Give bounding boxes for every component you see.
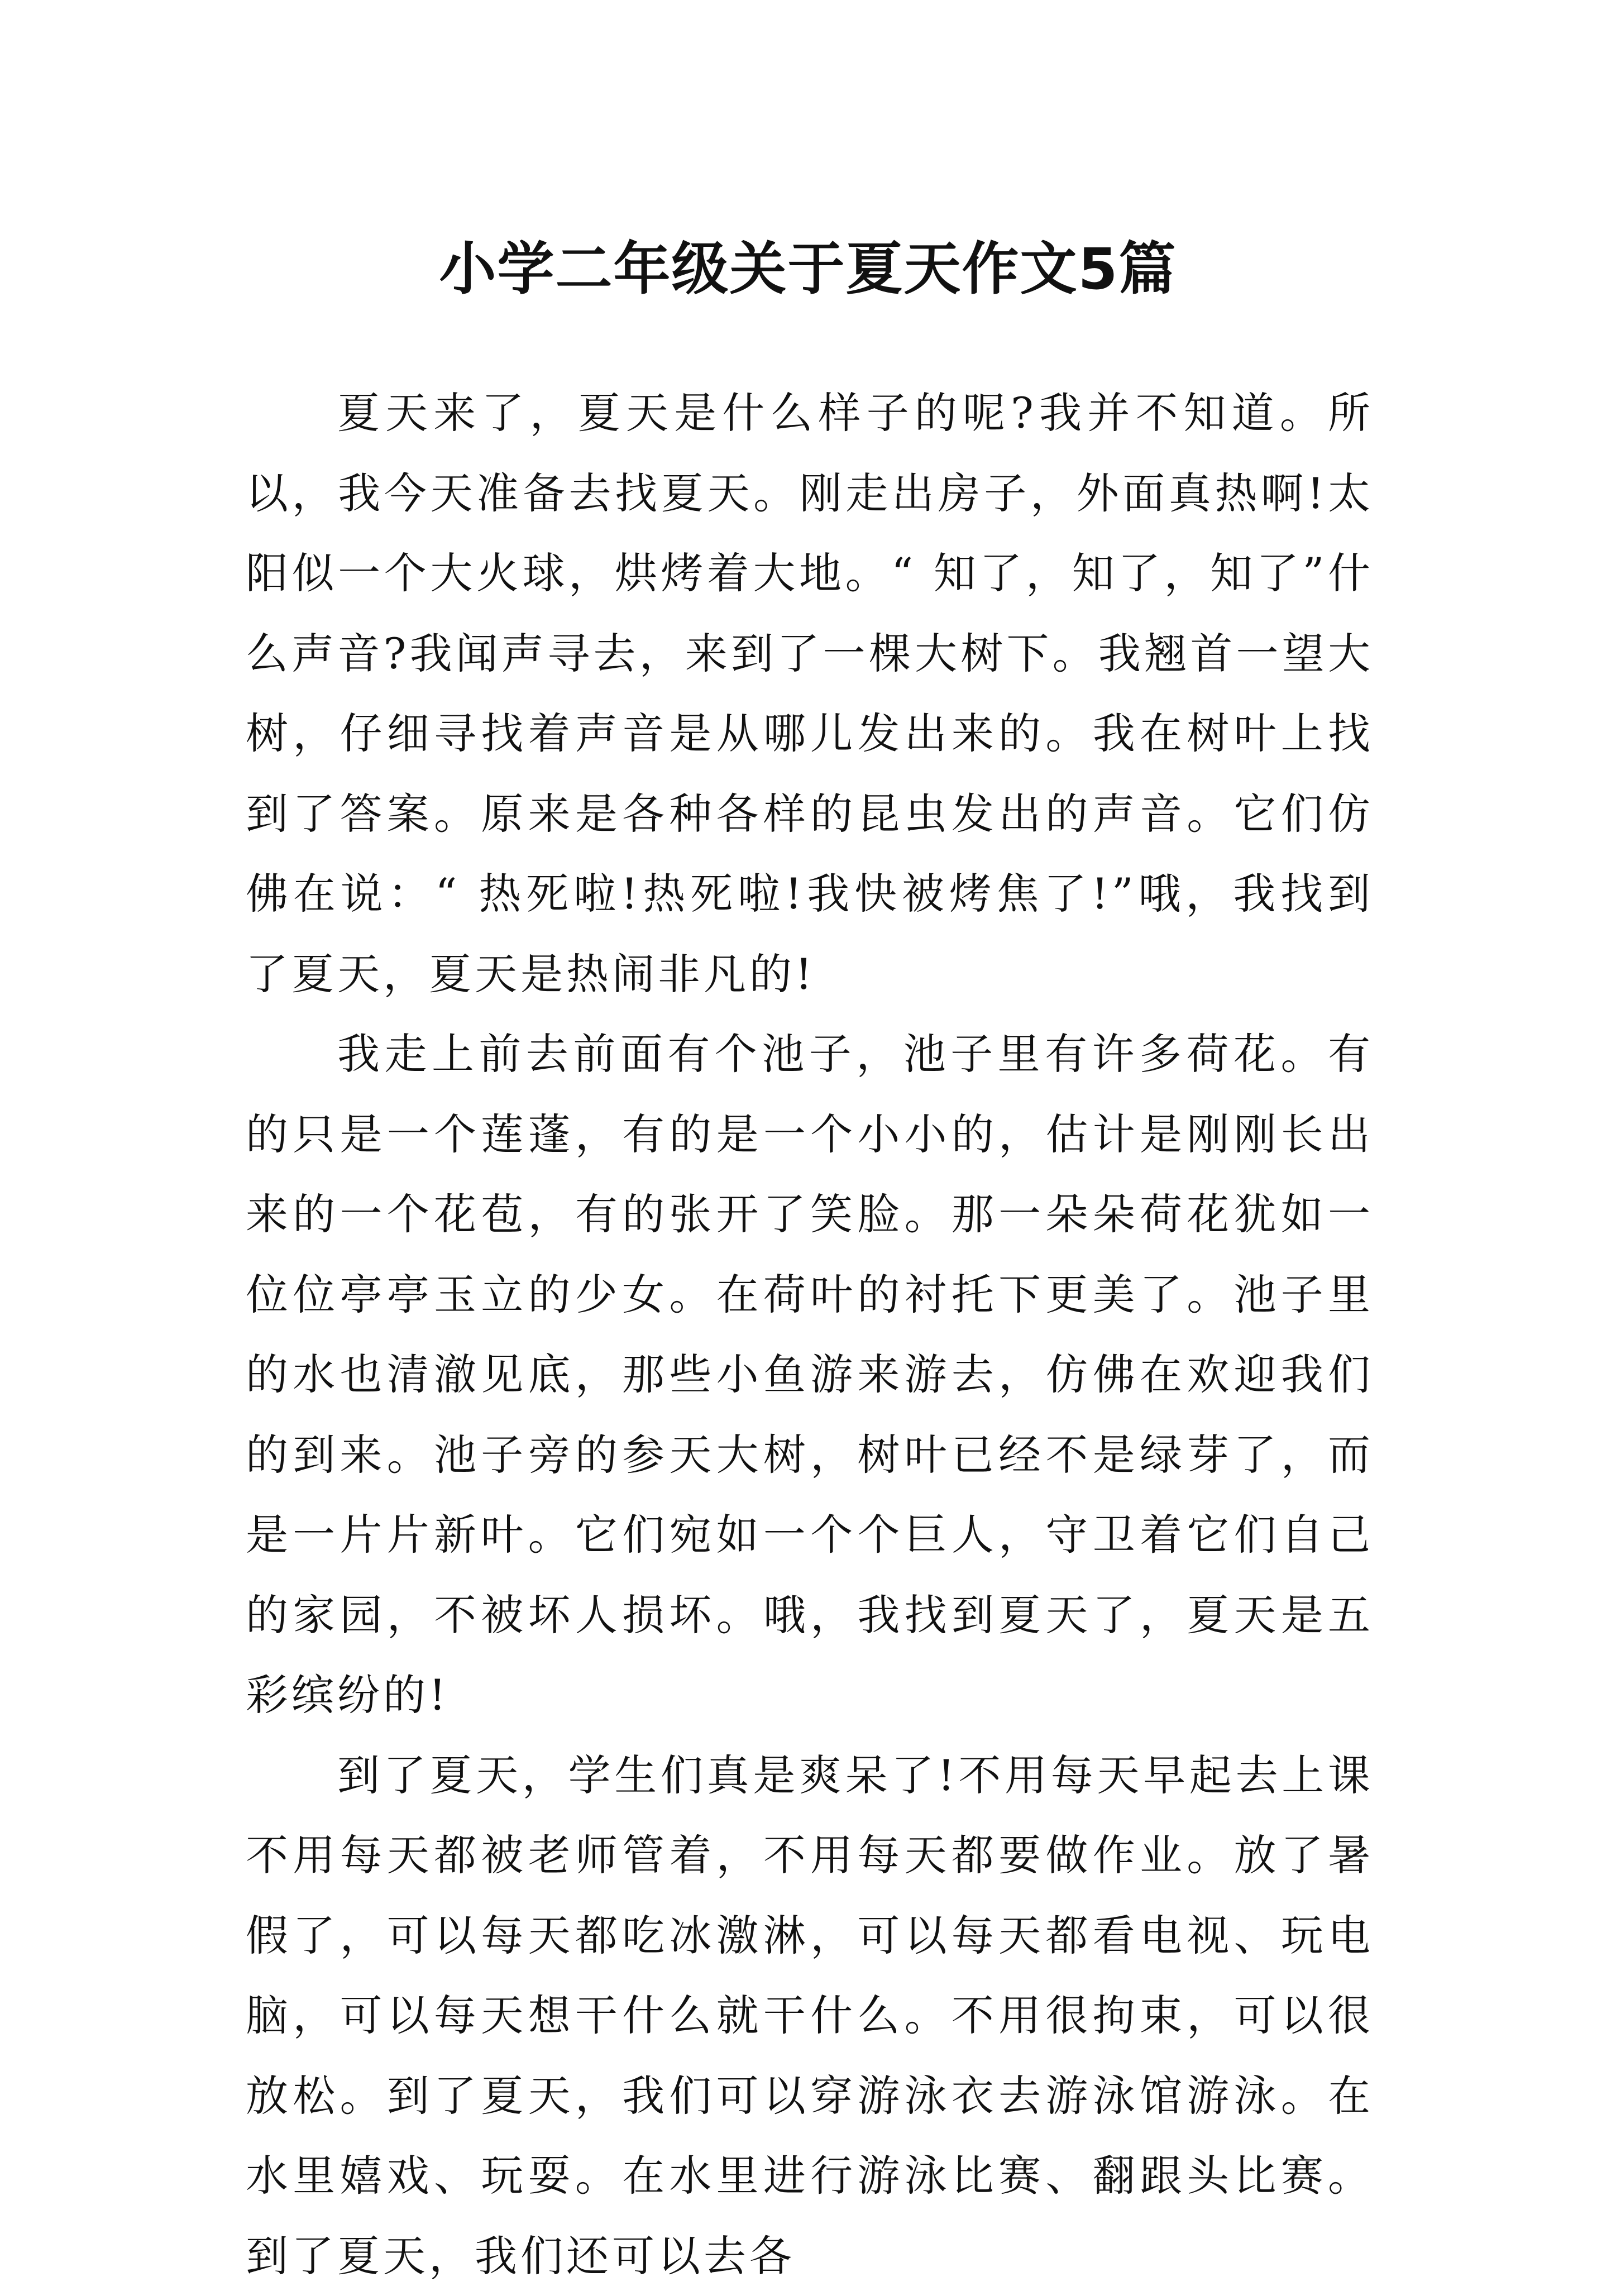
paragraph: 夏天来了，夏天是什么样子的呢?我并不知道。所以，我今天准备去找夏天。刚走出房子，外面真热啊!太阳似一个大火球，烘烤着大地。“ 知了，知了，知了”什么声音?我闻声寻去，来到了一棵大树下。我翘首一望大树，仔细寻找着声音是从哪儿发出来的。我在树叶上找到了答案。原来是各种各样的昆虫发出的声音。它们仿佛在说：“ 热死啦!热死啦!我快被烤焦了!”哦，我找到了夏天，夏天是热闹非凡的! [246,373,1374,1014]
essay-body [246,373,1374,2296]
paragraph: 我走上前去前面有个池子，池子里有许多荷花。有的只是一个莲蓬，有的是一个小小的，估计是刚刚长出来的一个花苞，有的张开了笑脸。那一朵朵荷花犹如一位位亭亭玉立的少女。在荷叶的衬托下更美了。池子里的水也清澈见底，那些小鱼游来游去，仿佛在欢迎我们的到来。池子旁的参天大树，树叶已经不是绿芽了，而是一片片新叶。它们宛如一个个巨人，守卫着它们自己的家园，不被坏人损坏。哦，我找到夏天了，夏天是五彩缤纷的! [246,1014,1374,1735]
page-title: 小学二年级关于夏天作文5篇 [0,228,1616,312]
paragraph: 到了夏天，学生们真是爽呆了!不用每天早起去上课不用每天都被老师管着，不用每天都要做作业。放了暑假了，可以每天都吃冰激淋，可以每天都看电视、玩电脑，可以每天想干什么就干什么。不用很拘束，可以很放松。到了夏天，我们可以穿游泳衣去游泳馆游泳。在水里嬉戏、玩耍。在水里进行游泳比赛、翻跟头比赛。到了夏天，我们还可以去各 [246,1735,1374,2296]
